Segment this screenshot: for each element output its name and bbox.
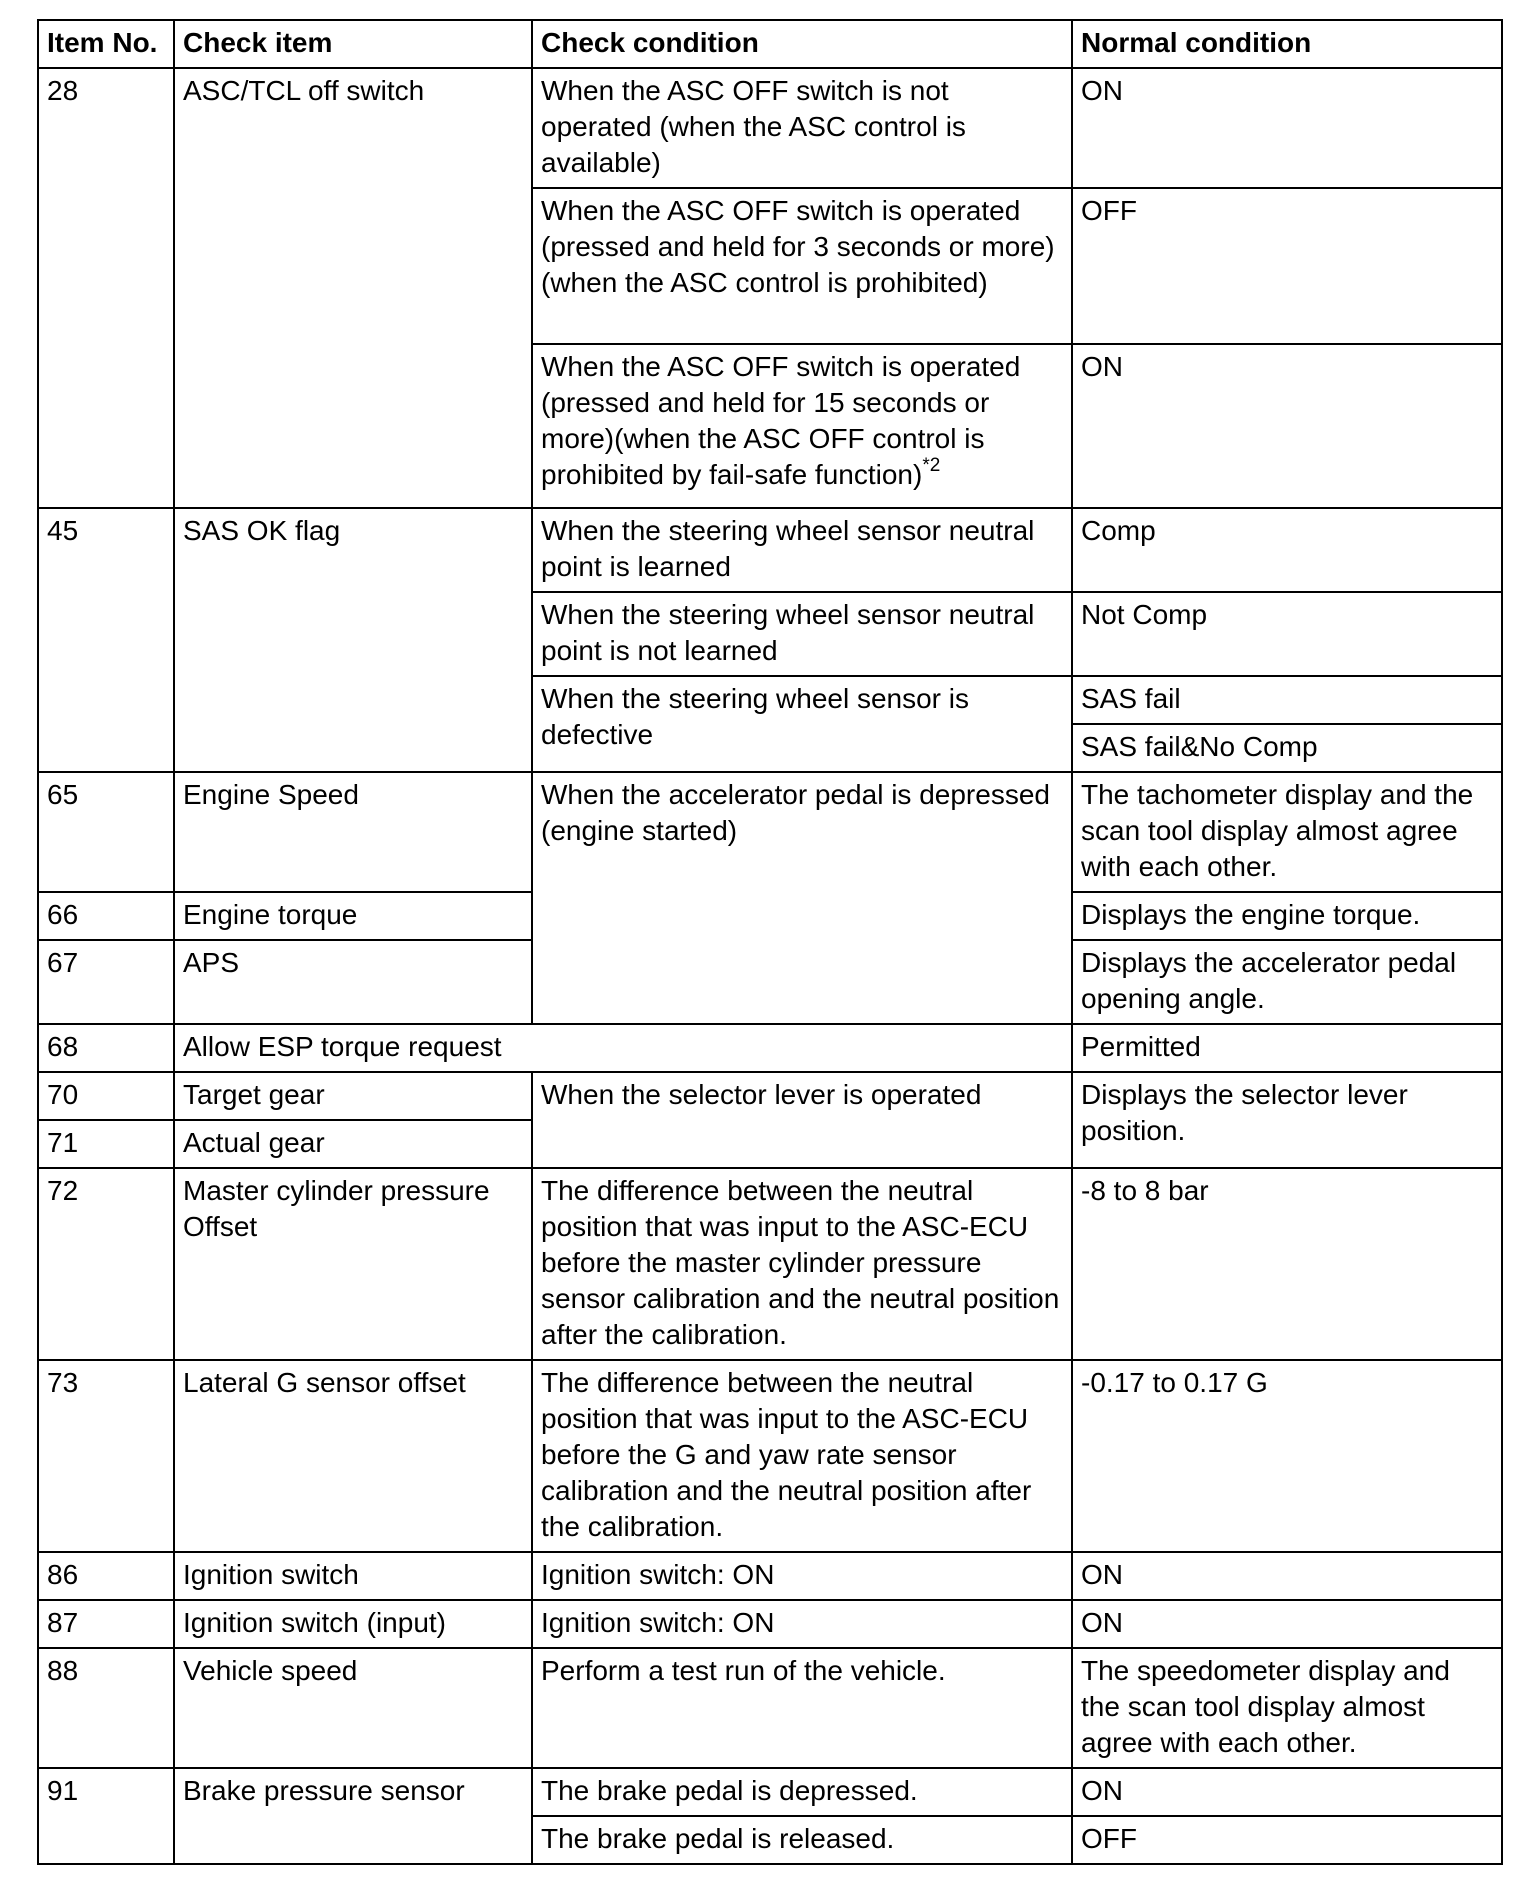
normal-condition-cell: Displays the engine torque. — [1072, 892, 1502, 940]
normal-condition-cell: The tachometer display and the scan tool display almost agree with each other. — [1072, 772, 1502, 892]
header-check-condition: Check condition — [532, 20, 1072, 68]
header-normal-condition: Normal condition — [1072, 20, 1502, 68]
check-condition-cell — [532, 344, 1072, 508]
normal-condition-cell: Not Comp — [1072, 592, 1502, 676]
table-row — [38, 508, 1502, 592]
check-item-cell: Ignition switch — [174, 1552, 532, 1600]
check-item-cell: Target gear — [174, 1072, 532, 1120]
item-no-cell: 91 — [38, 1768, 174, 1864]
normal-condition-cell: Comp — [1072, 508, 1502, 592]
normal-condition-cell: ON — [1072, 1768, 1502, 1816]
check-condition-cell: When the steering wheel sensor is defective — [532, 676, 1072, 772]
table-row — [38, 1168, 1502, 1360]
normal-condition-cell: The speedometer display and the scan tool display almost agree with each other. — [1072, 1648, 1502, 1768]
normal-condition-cell: SAS fail&No Comp — [1072, 724, 1502, 772]
table-row — [38, 772, 1502, 892]
item-no-cell: 88 — [38, 1648, 174, 1768]
check-item-cell: SAS OK flag — [174, 508, 532, 772]
item-no-cell: 66 — [38, 892, 174, 940]
item-no-cell: 68 — [38, 1024, 174, 1072]
table-row — [38, 1648, 1502, 1768]
item-no-cell: 71 — [38, 1120, 174, 1168]
normal-condition-cell: ON — [1072, 68, 1502, 188]
check-item-cell: Engine torque — [174, 892, 532, 940]
check-item-cell: APS — [174, 940, 532, 1024]
table-row — [38, 1600, 1502, 1648]
normal-condition-cell: SAS fail — [1072, 676, 1502, 724]
normal-condition-cell: ON — [1072, 344, 1502, 508]
table-row — [38, 1552, 1502, 1600]
check-condition-cell: The brake pedal is depressed. — [532, 1768, 1072, 1816]
normal-condition-cell: OFF — [1072, 188, 1502, 344]
normal-condition-cell: Displays the accelerator pedal opening angle. — [1072, 940, 1502, 1024]
check-item-cell: Master cylinder pressure Offset — [174, 1168, 532, 1360]
check-condition-cell: When the accelerator pedal is depressed (engine started) — [532, 772, 1072, 1024]
item-no-cell: 72 — [38, 1168, 174, 1360]
check-condition-cell: Ignition switch: ON — [532, 1552, 1072, 1600]
item-no-cell: 28 — [38, 68, 174, 508]
normal-condition-cell: OFF — [1072, 1816, 1502, 1864]
table-row — [38, 1360, 1502, 1552]
check-item-cell: Allow ESP torque request — [174, 1024, 1072, 1072]
item-no-cell: 65 — [38, 772, 174, 892]
table-row — [38, 1072, 1502, 1120]
table-row — [38, 1024, 1502, 1072]
check-condition-cell: When the selector lever is operated — [532, 1072, 1072, 1168]
check-item-cell: Engine Speed — [174, 772, 532, 892]
check-item-cell: Actual gear — [174, 1120, 532, 1168]
header-row — [38, 20, 1502, 68]
item-no-cell: 87 — [38, 1600, 174, 1648]
check-condition-cell: When the ASC OFF switch is operated (pressed and held for 3 seconds or more)(when the ASC control is prohibited) — [532, 188, 1072, 344]
check-condition-cell: Perform a test run of the vehicle. — [532, 1648, 1072, 1768]
normal-condition-cell: ON — [1072, 1552, 1502, 1600]
table-row — [38, 68, 1502, 188]
check-condition-cell: When the steering wheel sensor neutral point is learned — [532, 508, 1072, 592]
table-row — [38, 1768, 1502, 1816]
normal-condition-cell: -8 to 8 bar — [1072, 1168, 1502, 1360]
check-item-cell: Brake pressure sensor — [174, 1768, 532, 1864]
condition-text: When the ASC OFF switch is operated (pressed and held for 15 seconds or more)(when the ASC OFF control is prohibited by fail-safe function) — [541, 351, 1021, 490]
check-condition-cell: The brake pedal is released. — [532, 1816, 1072, 1864]
item-no-cell: 70 — [38, 1072, 174, 1120]
normal-condition-cell: -0.17 to 0.17 G — [1072, 1360, 1502, 1552]
item-no-cell: 67 — [38, 940, 174, 1024]
check-item-cell: Vehicle speed — [174, 1648, 532, 1768]
data-table — [37, 19, 1503, 1865]
check-condition-cell: When the ASC OFF switch is not operated (when the ASC control is available) — [532, 68, 1072, 188]
check-condition-cell: The difference between the neutral position that was input to the ASC-ECU before the G and yaw rate sensor calibration and the neutral position after the calibration. — [532, 1360, 1072, 1552]
normal-condition-cell: Permitted — [1072, 1024, 1502, 1072]
item-no-cell: 73 — [38, 1360, 174, 1552]
check-condition-cell: The difference between the neutral position that was input to the ASC-ECU before the master cylinder pressure sensor calibration and the neutral position after the calibration. — [532, 1168, 1072, 1360]
normal-condition-cell: ON — [1072, 1600, 1502, 1648]
check-condition-cell: When the steering wheel sensor neutral point is not learned — [532, 592, 1072, 676]
check-item-cell: ASC/TCL off switch — [174, 68, 532, 508]
footnote-marker: *2 — [922, 455, 941, 476]
item-no-cell: 86 — [38, 1552, 174, 1600]
header-item-no: Item No. — [38, 20, 174, 68]
normal-condition-cell: Displays the selector lever position. — [1072, 1072, 1502, 1168]
check-condition-cell: Ignition switch: ON — [532, 1600, 1072, 1648]
check-item-cell: Ignition switch (input) — [174, 1600, 532, 1648]
item-no-cell: 45 — [38, 508, 174, 772]
check-item-cell: Lateral G sensor offset — [174, 1360, 532, 1552]
header-check-item: Check item — [174, 20, 532, 68]
